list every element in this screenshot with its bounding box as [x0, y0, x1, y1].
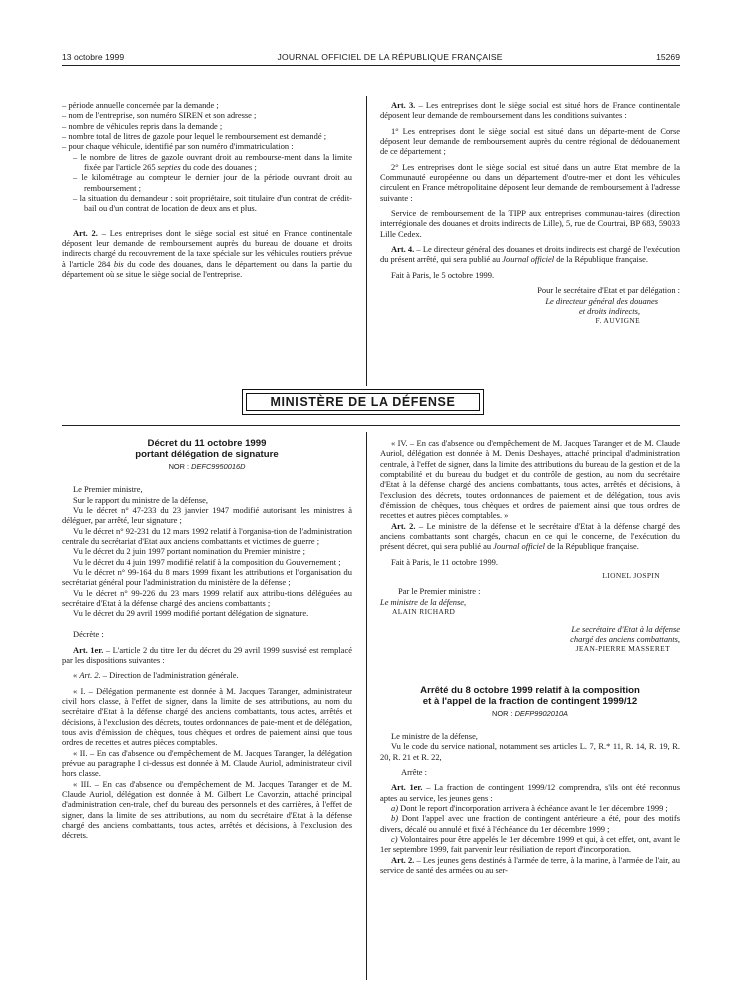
signature-line: Le directeur général des douanes: [545, 295, 658, 306]
arrete-title: Arrêté du 8 octobre 1999 relatif à la composition: [420, 684, 640, 696]
article-4-paragraph: Art. 4. – Le directeur général des douanes et droits indirects est chargé de l'exécution du présent arrêté, qui sera publié au Journal officiel de la République française.: [380, 244, 680, 265]
arrete-nor: NOR : DEFP9902010A: [491, 708, 568, 718]
paragraph: Sur le rapport du ministre de la défense,: [73, 494, 208, 505]
header-date: 13 octobre 1999: [62, 52, 125, 62]
paragraph: Vu le décret n° 99-226 du 23 mars 1999 relatif aux attribu-tions déléguées au secrétaire d'Etat à la défense chargé des anciens combattants ;: [62, 587, 352, 609]
signature-line: Le secrétaire d'Etat à la défense: [571, 623, 680, 634]
signature-line: Par le Premier ministre :: [398, 586, 481, 597]
paragraph: « III. – En cas d'absence ou d'empêchement de M. Jacques Taranger et de M. Claude Auriol, délégation est donnée à M. Gilbert Le Cavorzin, attaché principal d'administration cen-trale, chef du bureau des personnels et des carrières, à l'effet de signer, dans la limite de ses attributions, au nom du secrétaire d'Etat à la défense chargé des anciens combattants, tous actes, arrêtés et décisions, à l'exclusion des décrets.: [62, 778, 352, 841]
paragraph: Vu le décret du 4 juin 1997 modifié relatif à la composition du Gouvernement ;: [73, 556, 341, 567]
list-item: – pour chaque véhicule, identifié par son numéro d'immatriculation :: [62, 141, 294, 152]
list-item: – nombre total de litres de gazole pour lequel le remboursement est demandé ;: [62, 131, 327, 142]
article-2-paragraph: Art. 2. – Le ministre de la défense et le secrétaire d'Etat à la défense chargé des anciens combattants sont chargés, chacun en ce qui le concerne, de l'exécution du présent décret, qui sera publié au Journal officiel de la République française.: [380, 520, 680, 552]
sub-list-item: – la situation du demandeur : soit propriétaire, soit titulaire d'un contrat de crédit-bail ou d'un contrat de location de deux ans et plus.: [73, 193, 352, 214]
paragraph: « IV. – En cas d'absence ou d'empêchement de M. Jacques Taranger et de M. Claude Auriol, délégation est donnée à M. Denis Deshayes, attaché principal d'administration centrale, à l'effet de signer, dans la limite des attributions du bureau de la gestion et de la comptabilité et du bureau du budget et du contrôle de gestion, au nom du secrétaire d'Etat à la défense chargé des anciens combattants, tous actes, arrêtés et décisions, à l'exclusion des décrets, toutes ordonnances de paiement et de délégation, tous avis d'émission de chèques, tous chèques et ordres de paiement ainsi que tous ordres de recettes et autres pièces comptables. »: [380, 438, 680, 521]
signature-line: chargé des anciens combattants,: [570, 633, 680, 644]
paragraph: « I. – Délégation permanente est donnée à M. Jacques Taranger, administrateur civil hors classe, à l'effet de signer, dans la limite de ses attributions, au nom du secrétaire d'Etat à la défense chargé des anciens combattants, tous actes, arrêtés et décisions, à l'exclusion des décrets, toutes ordonnances de paie-ment et de délégation, tous avis d'émission de chèques, tous chèques et ordres de paiement ainsi que tous ordres de recettes et autres pièces comptables.: [62, 685, 352, 748]
article-2-paragraph: Art. 2. – Les jeunes gens destinés à l'armée de terre, à la marine, à l'armée de l'air, au service de santé des armées ou au ser-: [380, 854, 680, 875]
signature-name: ALAIN RICHARD: [392, 607, 456, 617]
header-title: JOURNAL OFFICIEL DE LA RÉPUBLIQUE FRANÇAISE: [277, 52, 503, 62]
paragraph: Le Premier ministre,: [73, 484, 143, 495]
article-1-paragraph: Art. 1er. – L'article 2 du titre Ier du décret du 29 avril 1999 susvisé est remplacé par les dispositions suivantes :: [62, 644, 352, 665]
signature-name: LIONEL JOSPIN: [602, 571, 660, 581]
decrete-line: Décrète :: [73, 629, 104, 640]
article-1-paragraph: Art. 1er. – La fraction de contingent 1999/12 comprendra, s'ils ont été reconnus aptes au service, les jeunes gens :: [380, 782, 680, 803]
signature-name: F. AUVIGNE: [595, 316, 640, 326]
paragraph: 1° Les entreprises dont le siège social est situé dans un départe-ment de Corse déposent leur demande de remboursement auprès du centre régional de dédouanement de ce département ;: [380, 125, 680, 157]
page-header: [62, 52, 680, 62]
paragraph: 2° Les entreprises dont le siège social est situé dans un autre Etat membre de la Communauté européenne ou dans un département d'outre-mer et dont les véhicules circulent en France métropolitaine déposent leur demande de remboursement à l'adresse suivante :: [380, 161, 680, 203]
sub-list-item: – le kilométrage au compteur le dernier jour de la période ouvrant droit au remboursement ;: [73, 172, 352, 193]
paragraph: Vu le décret n° 47-233 du 23 janvier 1947 modifié autorisant les ministres à déléguer, par arrêté, leur signature ;: [62, 505, 352, 526]
article-2-quote: « Art. 2. – Direction de l'administration générale.: [73, 670, 239, 681]
list-item: b) Dont l'appel avec une fraction de contingent antérieure a été, pour des motifs divers, décalé ou annulé et fixé à l'échéance du 1er décembre 1999 ;: [380, 813, 680, 834]
arrete-line: Arrête :: [401, 766, 428, 777]
paragraph: Service de remboursement de la TIPP aux entreprises communau-taires (direction interrégionale des douanes et droits indirects de Lille), 5, rue de Courtrai, BP 683, 59033 Lille Cedex.: [380, 208, 680, 239]
column-divider: [366, 432, 367, 980]
column-divider: [366, 96, 367, 386]
decree-continued-column: [380, 438, 680, 875]
paragraph: Vu le code du service national, notamment ses articles L. 7, R.* 11, R. 14, R. 19, R. 20, R. 21 et R. 22,: [380, 741, 680, 762]
paragraph: « II. – En cas d'absence ou d'empêchement de M. Jacques Taranger, la délégation prévue au paragraphe I ci-dessus est donnée à M. Claude Auriol, administrateur civil hors classe.: [62, 747, 352, 779]
ministry-title: MINISTÈRE DE LA DÉFENSE: [270, 395, 456, 409]
list-item: – nom de l'entreprise, son numéro SIREN et son adresse ;: [62, 110, 257, 121]
signature-line: Pour le secrétaire d'Etat et par délégation :: [537, 285, 680, 296]
top-left-column: [62, 100, 352, 280]
header-page-number: 15269: [656, 52, 680, 62]
paragraph: Vu le décret du 29 avril 1999 modifié portant délégation de signature.: [73, 608, 309, 619]
list-item: – période annuelle concernée par la demande ;: [62, 100, 219, 110]
article-2-paragraph: Art. 2. – Les entreprises dont le siège social est situé en France continentale déposent leur demande de remboursement auprès du bureau de douane et droits indirects chargé du recouvrement de la taxe spéciale sur les véhicules routiers prévue à l'article 284 bis du code des douanes, dans le département ou dans la partie du département où se situe le siège social de l'entreprise.: [62, 227, 353, 280]
paragraph: Le ministre de la défense,: [391, 730, 478, 741]
article-3-paragraph: Art. 3. – Les entreprises dont le siège social est situé hors de France continentale déposent leur demande de remboursement dans les conditions suivantes :: [380, 100, 680, 121]
list-item: a) Dont le report d'incorporation arrivera à échéance avant le 1er décembre 1999 ;: [391, 802, 668, 813]
list-item: – nombre de véhicules repris dans la demande ;: [62, 120, 223, 131]
header-rule: [62, 65, 680, 66]
paragraph: Vu le décret du 2 juin 1997 portant nomination du Premier ministre ;: [73, 546, 305, 557]
top-right-column: [380, 100, 680, 327]
ministry-box: [242, 389, 484, 415]
section-rule: [62, 425, 680, 426]
decree-title: Décret du 11 octobre 1999: [147, 438, 267, 449]
paragraph: Vu le décret n° 99-164 du 8 mars 1999 fixant les attributions et l'organisation du secrétariat général pour l'administration du ministère de la défense ;: [62, 567, 352, 588]
date-line: Fait à Paris, le 11 octobre 1999.: [391, 556, 499, 567]
list-item: c) Volontaires pour être appelés le 1er décembre 1999 et qui, à cet effet, ont, avant le 1er septembre 1999, fait parvenir leur résiliation de report d'incorporation.: [380, 833, 680, 855]
signature-line: Le ministre de la défense,: [380, 596, 467, 607]
signature-name: JEAN-PIERRE MASSERET: [575, 644, 670, 654]
paragraph: Vu le décret n° 92-231 du 12 mars 1992 relatif à l'organisa-tion de l'administration centrale du secrétariat d'Etat aux anciens combattants et victimes de guerre ;: [62, 525, 352, 547]
decree-column: [62, 438, 352, 841]
decree-subtitle: portant délégation de signature: [135, 449, 279, 460]
date-line: Fait à Paris, le 5 octobre 1999.: [391, 269, 495, 280]
decree-nor: NOR : DEFC9950016D: [168, 462, 246, 471]
arrete-subtitle: et à l'appel de la fraction de contingent 1999/12: [422, 695, 638, 707]
sub-list-item: – le nombre de litres de gazole ouvrant droit au rembourse-ment dans la limite fixée par l'article 265 septies du code des douanes ;: [73, 151, 352, 173]
signature-line: et droits indirects,: [578, 305, 640, 316]
